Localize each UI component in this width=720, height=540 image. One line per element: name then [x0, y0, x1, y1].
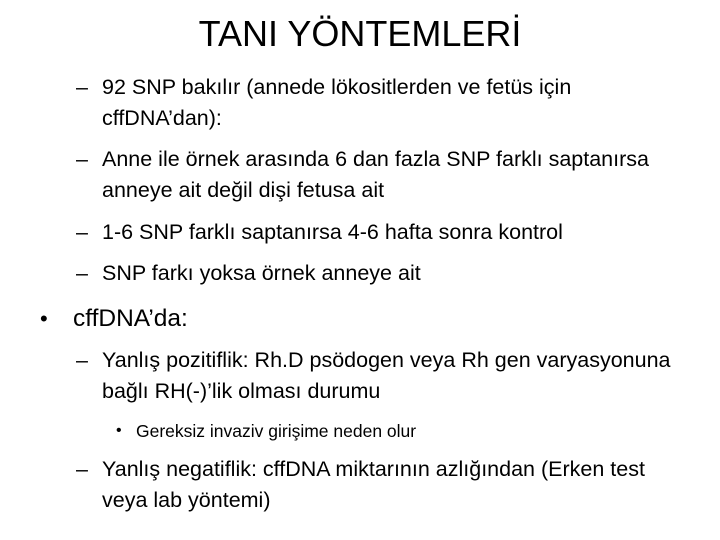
list-item-text: Yanlış negatiflik: cffDNA miktarının azlığından (Erken test veya lab yöntemi)	[102, 457, 645, 512]
list-item-text: 1-6 SNP farklı saptanırsa 4-6 hafta sonra kontrol	[102, 220, 563, 244]
list-item	[76, 217, 676, 248]
dash-marker: –	[76, 457, 88, 481]
list-item-text: Gereksiz invaziv girişime neden olur	[136, 421, 417, 441]
list-item	[76, 258, 676, 289]
list-item-text: Anne ile örnek arasında 6 dan fazla SNP farklı saptanırsa anneye ait değil dişi fetusa ait	[102, 147, 649, 202]
dash-marker: –	[76, 220, 88, 244]
dash-marker: –	[76, 147, 88, 171]
dash-marker: –	[76, 75, 88, 99]
list-item	[76, 144, 676, 206]
bullet-marker: •	[40, 306, 48, 331]
dash-marker: –	[76, 348, 88, 372]
dash-marker: –	[76, 261, 88, 285]
list-item-text: Yanlış pozitiflik: Rh.D psödogen veya Rh gen varyasyonuna bağlı RH(-)’lik olması durumu	[102, 348, 671, 403]
list-item	[76, 72, 676, 134]
list-item-text: cffDNA’da:	[73, 305, 188, 332]
slide-title: TANI YÖNTEMLERİ	[198, 13, 522, 54]
list-item	[116, 418, 676, 444]
list-item	[40, 303, 680, 335]
bullet-marker: •	[116, 422, 122, 439]
list-item	[76, 454, 676, 516]
list-item-text: 92 SNP bakılır (annede lökositlerden ve fetüs için cffDNA’dan):	[102, 75, 572, 130]
list-item	[76, 345, 676, 407]
list-item-text: SNP farkı yoksa örnek anneye ait	[102, 261, 421, 285]
